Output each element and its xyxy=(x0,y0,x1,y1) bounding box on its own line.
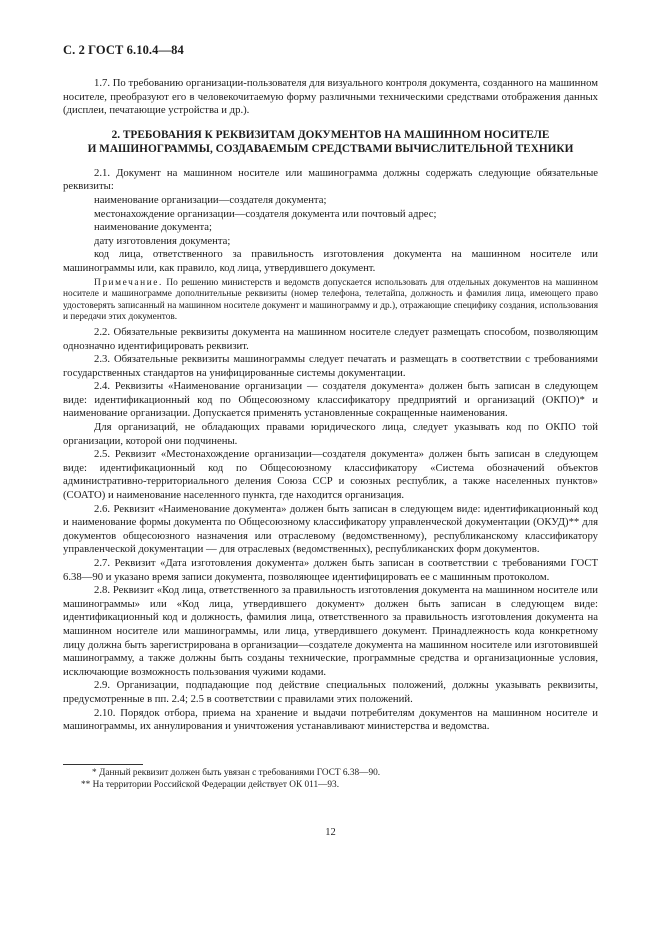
footnote-1: * Данный реквизит должен быть увязан с требованиями ГОСТ 6.38—90. xyxy=(92,768,381,778)
note-text: По решению министерств и ведомств допускается использовать для отдельных документов на машинном носителе и машинограмме дополнительные реквизиты (номер телефона, телетайпа, должность и фамилия лица, имеющего право удостоверять записанный на машинном носителе документ и машинограмму и др.), отражающие специфику создания, использования и передачи этих документов. xyxy=(63,277,598,323)
paragraph-2-10: 2.10. Порядок отбора, приема на хранение и выдачи потребителям документов на машинном носителе и машинограммы, их аннулирования и уничтожения устанавливают министерства и ведомства. xyxy=(63,706,598,733)
paragraph-2-5: 2.5. Реквизит «Местонахождение организации—создателя документа» должен быть записан в следующем виде: идентификационный код по Общесоюзному классификатору «Система обозначений объектов административно-территориального деления Союза ССР и союзных республик, а также населенных пунктов» (СОАТО) и наименование населенного пункта, где находится организация. xyxy=(63,448,598,502)
required-item-1: наименование организации—создателя документа; xyxy=(94,193,327,206)
note xyxy=(63,278,598,324)
page-header: С. 2 ГОСТ 6.10.4—84 xyxy=(63,43,184,57)
paragraph-2-1: 2.1. Документ на машинном носителе или машинограмма должны содержать следующие обязательные реквизиты: xyxy=(63,166,598,193)
paragraph-2-3: 2.3. Обязательные реквизиты машинограммы следует печатать и размещать в соответствии с требованиями государственных стандартов на унифицированные системы документации. xyxy=(63,353,598,379)
section-title xyxy=(63,128,598,157)
footnotes xyxy=(63,768,598,792)
paragraph-2-4-b: Для организаций, не обладающих правами юридического лица, следует указывать код по ОКПО той организации, которой они подчинены. xyxy=(63,421,598,447)
footnote-2: ** На территории Российской Федерации действует ОК 011—93. xyxy=(81,779,340,790)
paragraph-2-7: 2.7. Реквизит «Дата изготовления документа» должен быть записан в соответствии с требованиями ГОСТ 6.38—90 и указано время записи документа, позволяющее идентифицировать ее с машинным протоколом. xyxy=(63,557,598,583)
section-title-line-1: 2. ТРЕБОВАНИЯ К РЕКВИЗИТАМ ДОКУМЕНТОВ НА МАШИННОМ НОСИТЕЛЕ xyxy=(111,128,550,141)
paragraph-2-2: 2.2. Обязательные реквизиты документа на машинном носителе следует размещать способом, позволяющим однозначно идентифицировать реквизит. xyxy=(63,325,598,352)
paragraph-1-7: 1.7. По требованию организации-пользователя для визуального контроля документа, созданного на машинном носителе, преобразуют его в человекочитаемую форму различными техническими средствами отображения данных (дисплеи, печатающие устройства и др.). xyxy=(63,77,598,117)
note-label: Примечание. xyxy=(94,277,163,288)
paragraph-2-6: 2.6. Реквизит «Наименование документа» должен быть записан в следующем виде: идентификационный код и наименование формы документа по Общесоюзному классификатору управленческой документации (ОКУД)** для документов общесоюзного назначения или отраслевому (ведомственному), республиканскому классификатору управленческой документации — для отраслевых (ведомственных), республиканских форм документов. xyxy=(63,502,598,556)
required-item-4: дату изготовления документа; xyxy=(94,234,231,247)
required-item-2: местонахождение организации—создателя документа или почтовый адрес; xyxy=(94,207,437,220)
footnote-divider xyxy=(63,764,143,765)
section-title-line-2: И МАШИНОГРАММЫ, СОЗДАВАЕМЫМ СРЕДСТВАМИ ВЫЧИСЛИТЕЛЬНОЙ ТЕХНИКИ xyxy=(87,143,574,156)
page-number: 12 xyxy=(325,827,336,838)
required-item-3: наименование документа; xyxy=(94,221,213,234)
paragraph-2-9: 2.9. Организации, подпадающие под действие специальных положений, должны указывать реквизиты, предусмотренные в пп. 2.4; 2.5 в соответствии с правилами этих положений. xyxy=(63,679,598,705)
required-item-5: код лица, ответственного за правильность изготовления документа на машинном носителе или машинограммы или, как правило, код лица, утвердившего документ. xyxy=(63,248,598,274)
paragraph-2-8: 2.8. Реквизит «Код лица, ответственного за правильность изготовления документа на машинном носителе или машинограммы» или «Код лица, утвердившего документ» должен быть записан в следующем виде: идентификационный код и должность, фамилия лица, ответственного за правильность изготовления документа на машинном носителе или машинограммы, или лица, утвердившего документ. Принадлежность кода конкретному лицу должна быть зарегистрирована в организации—создателе документа на машинном носителе или изготовившей машинограмму, а также должны быть созданы технические, программные средства и организационные условия, исключающие возможность пользования чужими кодами. xyxy=(63,584,598,678)
document-body xyxy=(63,77,598,734)
paragraph-2-4: 2.4. Реквизиты «Наименование организации — создателя документа» должен быть записан в следующем виде: идентификационный код по Общесоюзному классификатору предприятий и организаций (ОКПО)* и наименование организации. Допускается применять установленные сокращенные наименования. xyxy=(63,380,598,420)
